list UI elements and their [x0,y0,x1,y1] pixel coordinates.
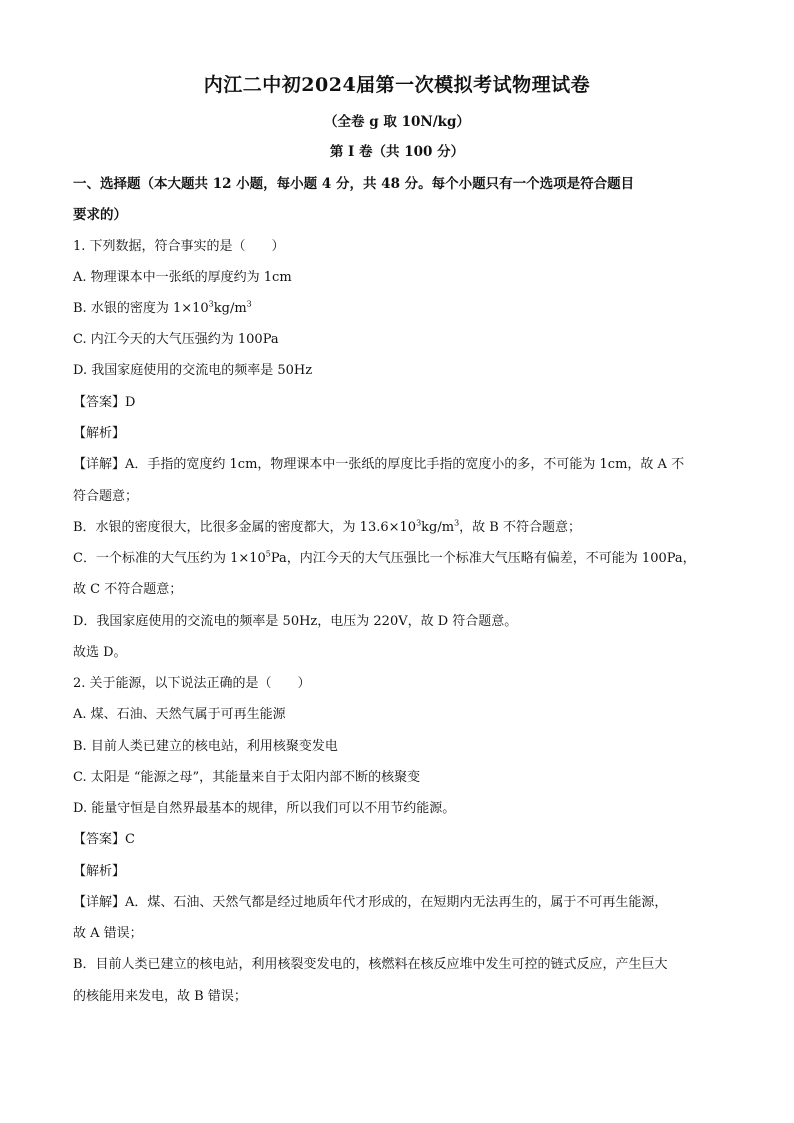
question-1-option-c: C. 内江今天的大气压强约为 100Pa [73,332,279,347]
question-1-detail-line-2: 符合题意； [73,489,139,504]
question-2-option-d: D. 能量守恒是自然界最基本的规律，所以我们可以不用节约能源。 [73,801,456,816]
question-1-option-a: A. 物理课本中一张纸的厚度约为 1cm [73,270,292,285]
section-heading-line-2: 要求的） [73,207,127,223]
question-1-option-b: B. 水银的密度为 $1\times 10^3kg/m^3$ [73,299,252,316]
question-2-answer: 【答案】C [73,832,135,847]
question-2-detail-line-2: 故 A 错误； [73,926,143,941]
question-2-option-a: A. 煤、石油、天然气属于可再生能源 [73,707,286,722]
exam-subtitle: （全卷 g 取 10N/kg） [324,114,470,130]
question-2-option-c: C. 太阳是 “能源之母”，其能量来自于太阳内部不断的核聚变 [73,770,421,785]
question-2-option-b: B. 目前人类已建立的核电站，利用核聚变发电 [73,739,338,754]
question-1-option-d: D. 我国家庭使用的交流电的频率是 50Hz [73,363,313,378]
question-2-detail-line-1: 【详解】A．煤、石油、天然气都是经过地质年代才形成的，在短期内无法再生的，属于不可再生能源， [73,895,668,910]
exam-title: 内江二中初2024届第一次模拟考试物理试卷 [203,74,591,96]
exam-part-heading: 第 I 卷（共 100 分） [329,144,465,160]
question-1-analysis-label: 【解析】 [73,426,126,441]
question-1-detail-line-5: 故 C 不符合题意； [73,582,183,597]
question-1-choice: 故选 D。 [73,645,127,660]
question-1-stem: 1. 下列数据，符合事实的是（ ） [73,239,285,254]
question-1-detail-line-1: 【详解】A．手指的宽度约 1cm，物理课本中一张纸的厚度比手指的宽度小的多，不可能为 1cm，故 A 不 [73,457,685,472]
question-2-analysis-label: 【解析】 [73,864,126,879]
question-2-detail-line-4: 的核能用来发电，故 B 错误； [73,989,247,1004]
section-heading-line-1: 一、选择题（本大题共 12 小题，每小题 4 分，共 48 分。每个小题只有一个选项是符合题目 [73,176,635,192]
question-2-detail-line-3: B．目前人类已建立的核电站，利用核裂变发电的，核燃料在核反应堆中发生可控的链式反应，产生巨大 [73,957,668,972]
question-1-answer: 【答案】D [73,395,136,410]
question-1-detail-line-6: D．我国家庭使用的交流电的频率是 50Hz，电压为 220V，故 D 符合题意。 [73,614,518,629]
question-1-detail-line-4: C．一个标准的大气压约为 $1\times 10^5Pa$，内江今天的大气压强比一个标准大气压略有偏差，不可能为 100Pa， [73,549,696,566]
question-2-stem: 2. 关于能源，以下说法正确的是（ ） [73,676,311,691]
question-1-detail-line-3: B．水银的密度很大，比很多金属的密度都大，为 $13.6\times 10^3kg/m^3$，故 B 不符合题意； [73,518,581,535]
